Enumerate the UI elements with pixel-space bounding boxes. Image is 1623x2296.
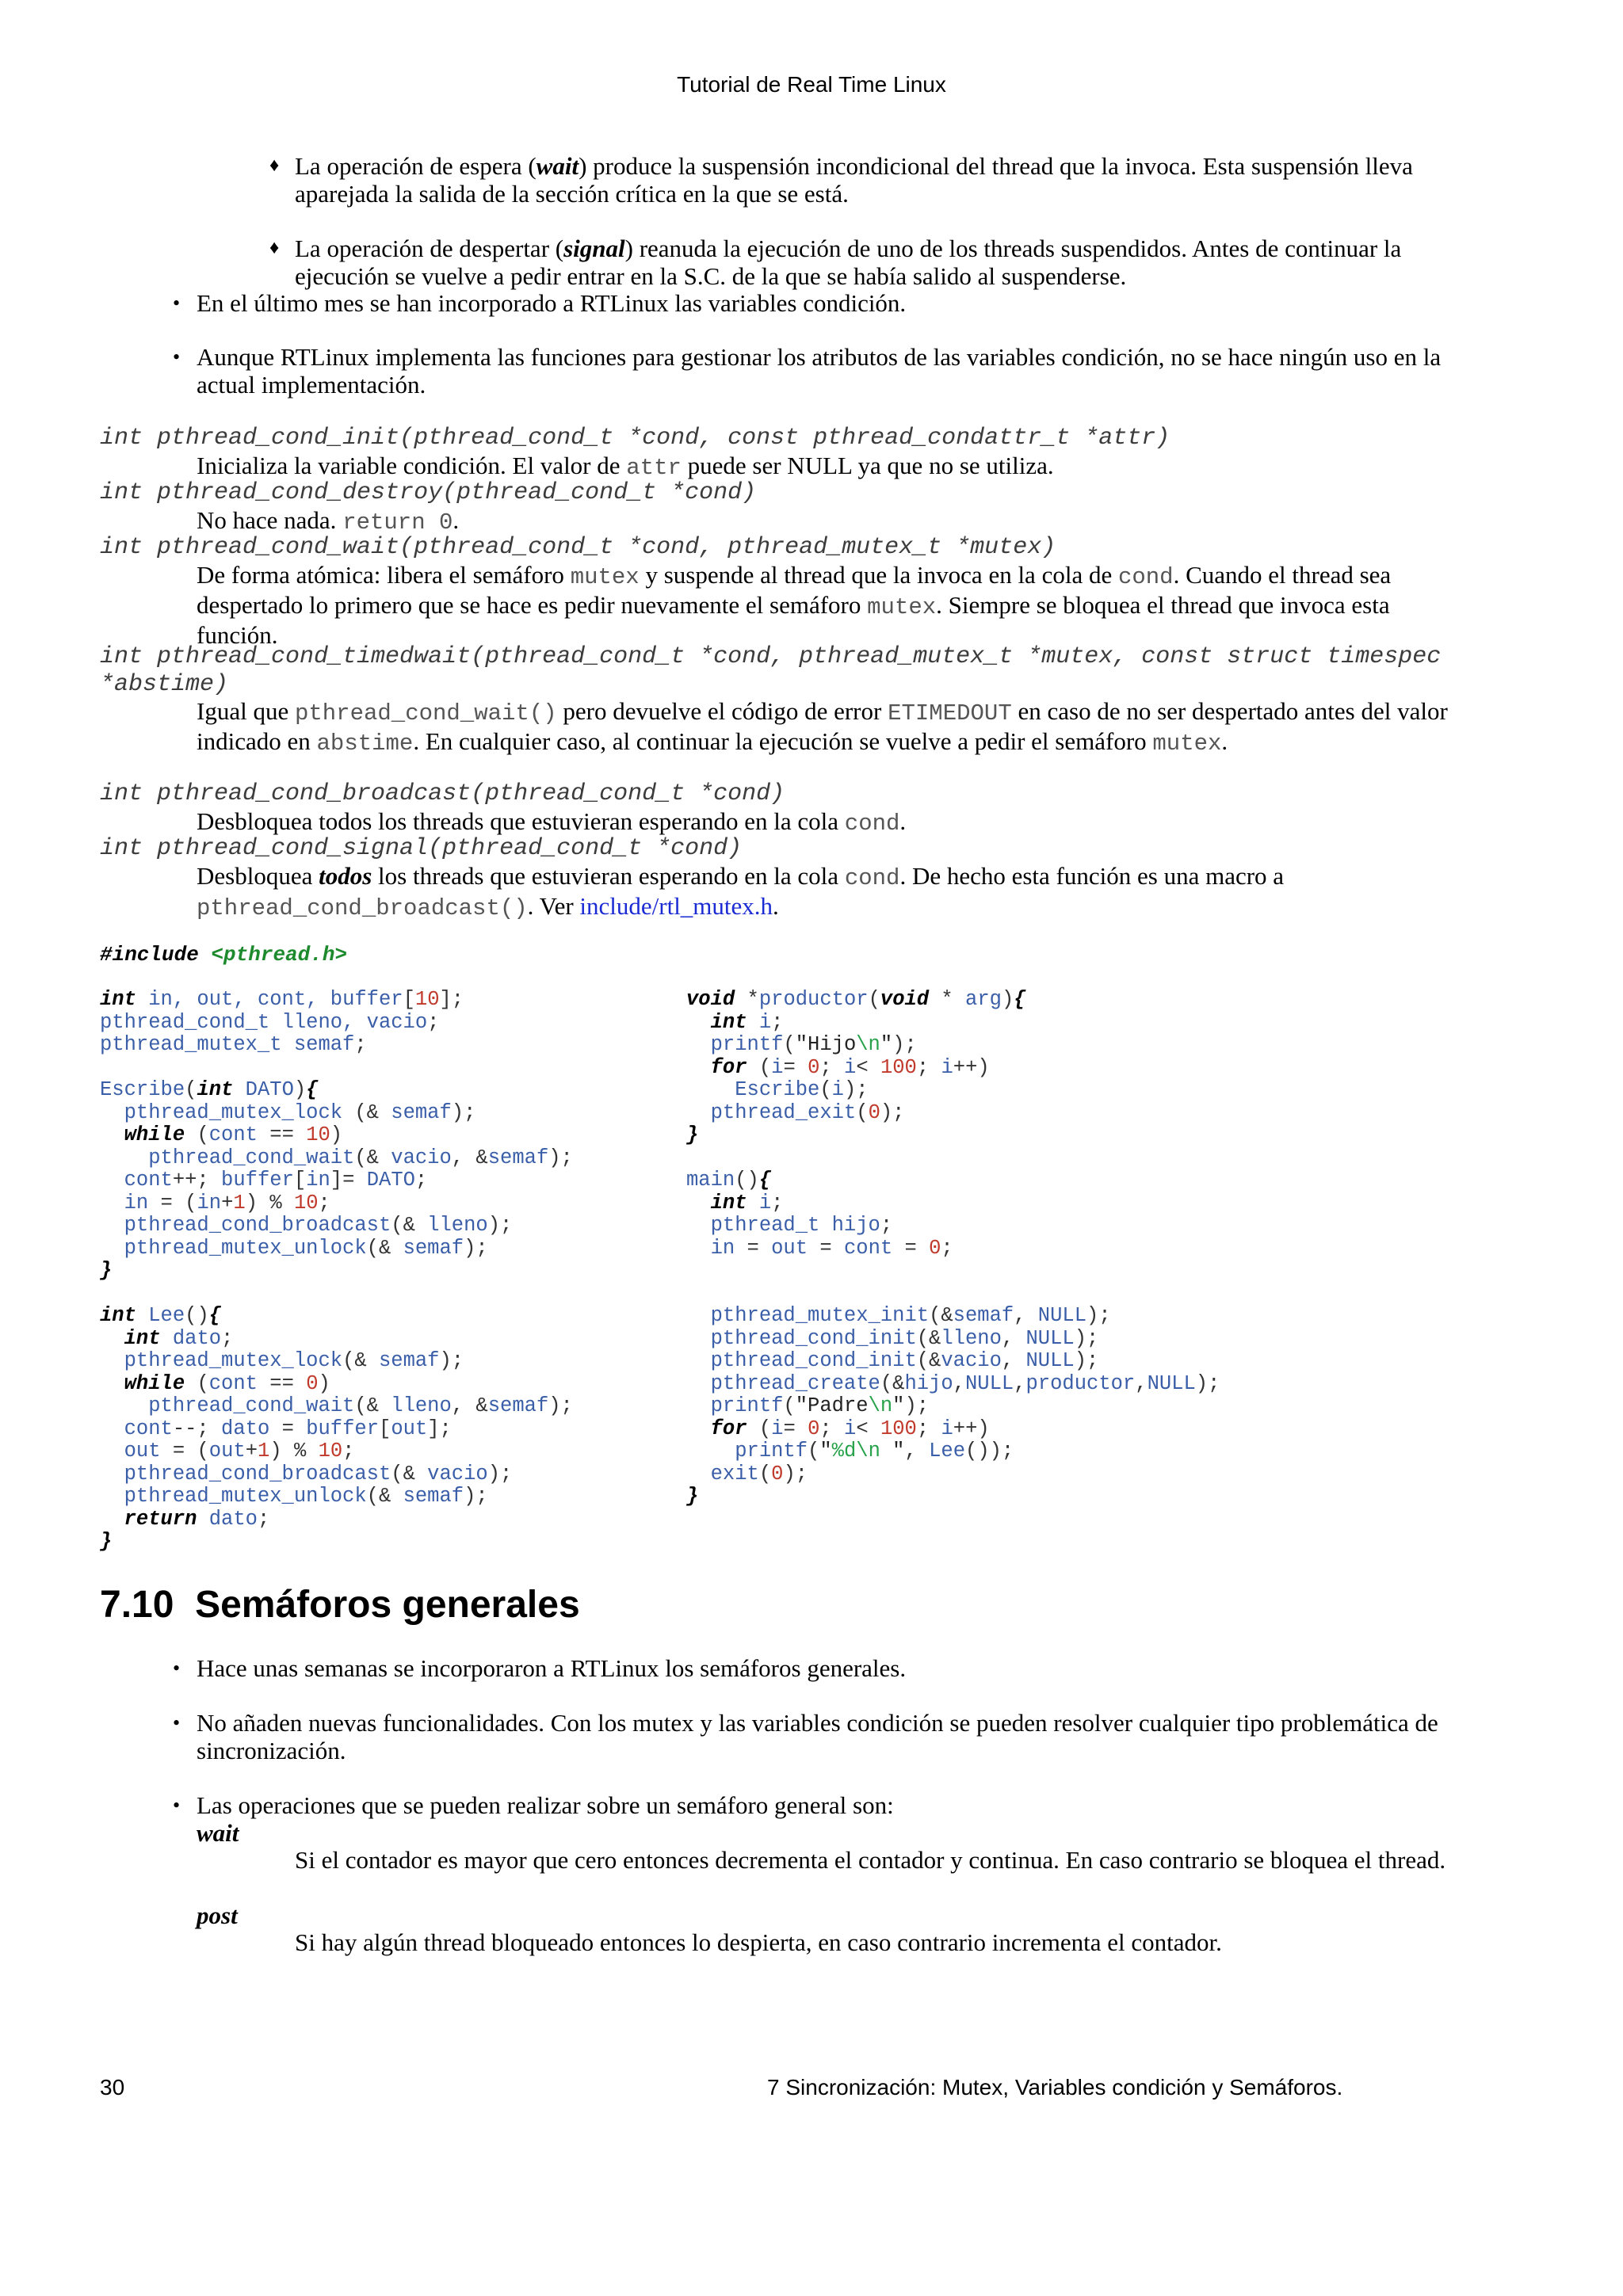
prototype-cond-broadcast: int pthread_cond_broadcast(pthread_cond_t *cond): [100, 780, 785, 807]
prototype-cond-init: int pthread_cond_init(pthread_cond_t *cond, const pthread_condattr_t *attr): [100, 425, 1170, 452]
description-cond-init: Inicializa la variable condición. El valor de attr puede ser NULL ya que no se utiliza.: [197, 452, 1054, 481]
document-page: Tutorial de Real Time Linux ♦ La operación de espera (wait) produce la suspensión incondicional del thread que la invoca. Esta suspensión lleva aparejada la salida de la sección crítica en la que se está. ♦ La operación de despertar (signal) reanuda la ejecución de uno de los threads suspendidos. Antes de continuar la ejecución se vuelve a pedir entrar en la S.C. de la que se había salido al suspenderse. • En el último mes se han incorporado a RTLinux las variables condición. • Aunque RTLinux implementa las funciones para gestionar los atributos de las variables condición, no se hace ningún uso en la actual implementación. int pthread_cond_init(pthread_cond_t *cond, const pthread_condattr_t *attr) Inicializa la variable condición. El valor de attr puede ser NULL ya que no se utiliza. int pthread_cond_destroy(pthread_cond_t *cond) No hace nada. return 0. int pthread_cond_wait(pthread_cond_t *cond, pthread_mutex_t *mutex) De forma atómica: libera el semáforo mutex y suspende al thread que la invoca en la cola de cond. Cuando el thread sea despertado lo primero que se hace es pedir nuevamente el semáforo mutex. Siempre se bloquea el thread que invoca esta función. int pthread_cond_timedwait(pthread_cond_t *cond, pthread_mutex_t *mutex, const struct timespec *abstime) Igual que pthread_cond_wait() pero devuelve el código de error ETIMEDOUT en caso de no ser despertado antes del valor indicado en abstime. En cualquier caso, al continuar la ejecución se vuelve a pedir el semáforo mutex. int pthread_cond_broadcast(pthread_cond_t *cond) Desbloquea todos los threads que estuvieran esperando en la cola cond. int pthread_cond_signal(pthread_cond_t *cond) Desbloquea todos los threads que estuvieran esperando en la cola cond. De hecho esta función es una macro a pthread_cond_broadcast(). Ver include/rtl_mutex.h. #include <pthread.h> int in, out, cont, buffer[10]; pthread_cond_t lleno, vacio; pthread_mutex_t semaf; Escribe(int DATO){ pthread_mutex_lock (& semaf); while (cont == 10) pthread_cond_wait(& vacio, &semaf); cont++; buffer[in]= DATO; in = (in+1) % 10; pthread_cond_broadcast(& lleno); pthread_mutex_unlock(& semaf); } int Lee(){ int dato; pthread_mutex_lock(& semaf); while (cont == 0) pthread_cond_wait(& lleno, &semaf); cont--; dato = buffer[out]; out = (out+1) % 10; pthread_cond_broadcast(& vacio); pthread_mutex_unlock(& semaf); return dato; } void *productor(void * arg){ int i; printf("Hijo\n"); for (i= 0; i< 100; i++) Escribe(i); pthread_exit(0); } main(){ int i; pthread_t hijo; in = out = cont = 0; pthread_mutex_init(&semaf, NULL); pthread_cond_init(&lleno, NULL); pthread_cond_init(&vacio, NULL); pthread_create(&hijo,NULL,productor,NULL); printf("Padre\n"); for (i= 0; i< 100; i++) printf("%d\n ", Lee()); exit(0); } 7.10 Semáforos generales • Hace unas semanas se incorporaron a RTLinux los semáforos generales. • No añaden nuevas funcionalidades. Con los mutex y las variables condición se pueden resolver cualquier tipo problemática de sincronización. • Las operaciones que se pueden realizar sobre un semáforo general son: wait Si el contador es mayor que cero entonces decrementa el contador y continua. En caso contrario se bloquea el thread. post Si hay algún thread bloqueado entonces lo despierta, en caso contrario incrementa el contador. 30 7 Sincronización: Mutex, Variables condición y Semáforos.: [0, 0, 1623, 2296]
bullet-icon: •: [173, 1711, 181, 1734]
include-directive: #include <pthread.h>: [100, 943, 348, 967]
description-cond-destroy: No hace nada. return 0.: [197, 506, 460, 536]
description-cond-wait: De forma atómica: libera el semáforo mutex y suspende al thread que la invoca en la cola de cond. Cuando el thread sea despertado lo primero que se hace es pedir nuevamente el semáforo mutex. Siempre se bloquea el thread que invoca esta función.: [197, 561, 1392, 649]
section-heading: 7.10 Semáforos generales: [100, 1584, 580, 1626]
code-block-left: int in, out, cont, buffer[10]; pthread_cond_t lleno, vacio; pthread_mutex_t semaf; Escribe(int DATO){ pthread_mutex_lock (& semaf); while (cont == 10) pthread_cond_wait(& vacio, &semaf); cont++; buffer[in]= DATO; in = (in+1) % 10; pthread_cond_broadcast(& lleno); pthread_mutex_unlock(& semaf); } int Lee(){ int dato; pthread_mutex_lock(& semaf); while (cont == 0) pthread_cond_wait(& lleno, &semaf); cont--; dato = buffer[out]; out = (out+1) % 10; pthread_cond_broadcast(& vacio); pthread_mutex_unlock(& semaf); return dato; }: [100, 988, 573, 1553]
term-post: post: [197, 1901, 238, 1929]
bullet-icon: •: [173, 292, 181, 315]
running-header: Tutorial de Real Time Linux: [677, 72, 946, 97]
prototype-cond-timedwait: int pthread_cond_timedwait(pthread_cond_t *cond, pthread_mutex_t *mutex, const struct timespec *abstime): [100, 643, 1442, 698]
page-number: 30: [100, 2075, 125, 2100]
rtl-mutex-link[interactable]: include/rtl_mutex.h: [579, 892, 773, 920]
prototype-cond-destroy: int pthread_cond_destroy(pthread_cond_t *cond): [100, 479, 757, 506]
description-cond-signal: Desbloquea todos los threads que estuvieran esperando en la cola cond. De hecho esta función es una macro a pthread_cond_broadcast(). Ver include/rtl_mutex.h.: [197, 862, 1285, 921]
prototype-cond-signal: int pthread_cond_signal(pthread_cond_t *cond): [100, 835, 743, 862]
bullet-icon: •: [173, 345, 181, 368]
term-wait-description: Si el contador es mayor que cero entonces decrementa el contador y continua. En caso contrario se bloquea el thread.: [295, 1846, 1446, 1874]
chapter-footer: 7 Sincronización: Mutex, Variables condición y Semáforos.: [767, 2075, 1343, 2100]
bullet-icon: •: [173, 1657, 181, 1680]
term-wait: wait: [197, 1819, 239, 1847]
diamond-bullet-icon: ♦: [269, 155, 280, 176]
bullet-icon: •: [173, 1794, 181, 1817]
prototype-cond-wait: int pthread_cond_wait(pthread_cond_t *cond, pthread_mutex_t *mutex): [100, 534, 1056, 561]
term-post-description: Si hay algún thread bloqueado entonces lo despierta, en caso contrario incrementa el contador.: [295, 1928, 1222, 1956]
description-cond-timedwait: Igual que pthread_cond_wait() pero devuelve el código de error ETIMEDOUT en caso de no ser despertado antes del valor indicado en abstime. En cualquier caso, al continuar la ejecución se vuelve a pedir el semáforo mutex.: [197, 697, 1448, 757]
description-cond-broadcast: Desbloquea todos los threads que estuvieran esperando en la cola cond.: [197, 807, 907, 837]
code-block-right: void *productor(void * arg){ int i; printf("Hijo\n"); for (i= 0; i< 100; i++) Escribe(i); pthread_exit(0); } main(){ int i; pthread_t hijo; in = out = cont = 0; pthread_mutex_init(&semaf, NULL); pthread_cond_init(&lleno, NULL); pthread_cond_init(&vacio, NULL); pthread_create(&hijo,NULL,productor,NULL); printf("Padre\n"); for (i= 0; i< 100; i++) printf("%d\n ", Lee()); exit(0); }: [686, 988, 1220, 1508]
diamond-bullet-icon: ♦: [269, 238, 280, 258]
